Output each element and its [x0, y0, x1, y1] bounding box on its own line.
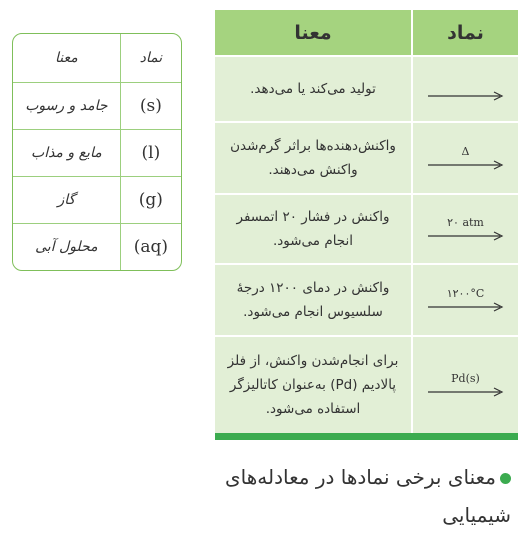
figure-caption: [221, 458, 511, 534]
table-row: [13, 223, 181, 270]
state-symbols-header: [13, 34, 181, 82]
state-symbols-table: [12, 33, 182, 271]
row-meaning: مایع و مذاب: [31, 145, 102, 161]
reaction-symbols-table: [215, 10, 518, 440]
arrow-symbol: [411, 265, 518, 335]
row-meaning: واکنش‌دهنده‌ها براثر گرم‌شدن واکنش می‌دهند.: [230, 138, 396, 178]
reaction-arrow-icon: [426, 74, 506, 104]
arrow-label: Δ: [461, 145, 470, 158]
bullet-icon: [500, 473, 511, 484]
table-row: [215, 55, 518, 121]
row-meaning: جامد و رسوب: [25, 98, 108, 114]
reaction-arrow-icon: [426, 285, 506, 315]
arrow-symbol: [411, 337, 518, 433]
arrow-label: ۱۲۰۰°C: [446, 287, 485, 300]
row-meaning: محلول آبی: [35, 239, 98, 255]
table-bottom-bar: [215, 433, 518, 440]
header-symbol: نماد: [120, 34, 181, 82]
arrow-symbol: [411, 57, 518, 121]
arrow-symbol: [411, 123, 518, 193]
row-symbol: (s): [120, 83, 181, 129]
table-row: [215, 193, 518, 263]
caption-text: معنای برخی نمادها در معادله‌های شیمیایی: [224, 465, 511, 527]
reaction-arrow-icon: [426, 143, 506, 173]
table-row: [215, 335, 518, 433]
row-meaning: واکنش در دمای ۱۲۰۰ درجهٔ سلسیوس انجام می‌شود.: [236, 280, 390, 320]
row-symbol: (aq): [120, 224, 181, 270]
table-row: [13, 129, 181, 176]
row-meaning: گاز: [57, 192, 76, 208]
table-row: [13, 82, 181, 129]
reaction-symbols-header: [215, 10, 518, 55]
header-meaning: معنا: [294, 21, 332, 44]
table-row: [215, 263, 518, 335]
arrow-label: ۲۰ atm: [447, 216, 484, 229]
table-row: [215, 121, 518, 193]
row-meaning: تولید می‌کند یا می‌دهد.: [250, 81, 376, 97]
row-meaning: واکنش در فشار ۲۰ اتمسفر انجام می‌شود.: [236, 209, 390, 249]
arrow-label: Pd(s): [451, 372, 480, 385]
header-meaning: معنا: [54, 50, 78, 66]
row-symbol: (l): [120, 130, 181, 176]
row-symbol: (g): [120, 177, 181, 223]
header-symbol: نماد: [411, 10, 518, 55]
reaction-arrow-icon: [426, 214, 506, 244]
row-meaning: برای انجام‌شدن واکنش، از فلز پالادیم (Pd) به‌عنوان کاتالیزگر استفاده می‌شود.: [227, 353, 399, 417]
arrow-symbol: [411, 195, 518, 263]
reaction-arrow-icon: [426, 370, 506, 400]
table-row: [13, 176, 181, 223]
